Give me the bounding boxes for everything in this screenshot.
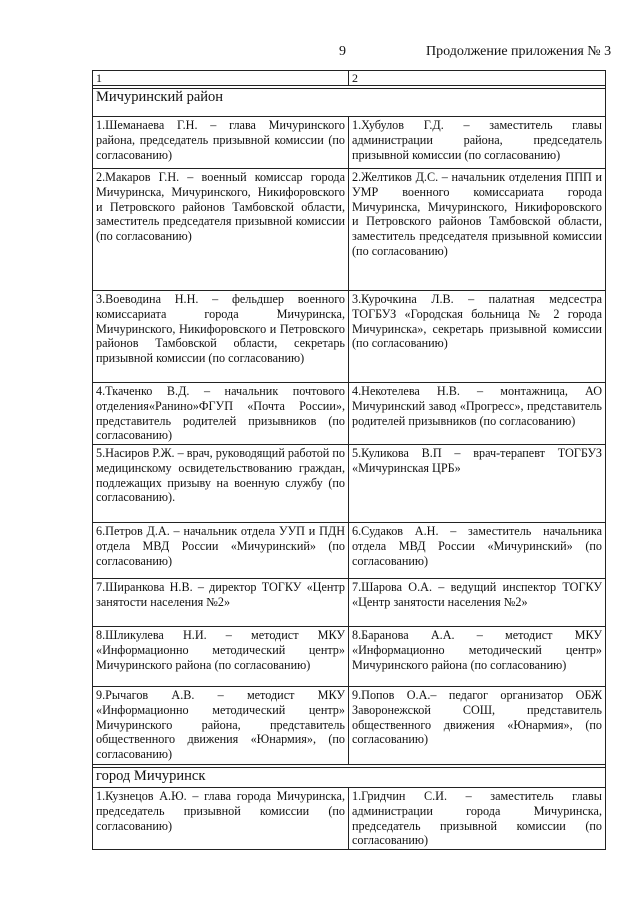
reserve-member: 4.Некотелева Н.В. – монтажница, АО Мичуринский завод «Прогресс», представитель родителей призывников (по согласованию) [349, 383, 606, 445]
column-number-row [93, 71, 606, 86]
commission-table [92, 70, 606, 850]
section-title-city: город Мичуринск [93, 768, 606, 788]
reserve-member: 1.Хубулов Г.Д. – заместитель главы администрации района, председатель призывной комиссии (по согласованию) [349, 117, 606, 169]
primary-member: 8.Шликулева Н.И. – методист МКУ «Информационно методический центр» Мичуринского района (по согласованию) [93, 627, 349, 687]
primary-member: 1.Кузнецов А.Ю. – глава города Мичуринска, председатель призывной комиссии (по согласованию) [93, 788, 349, 850]
primary-member: 7.Ширанкова Н.В. – директор ТОГКУ «Центр занятости населения №2» [93, 579, 349, 627]
reserve-member: 5.Куликова В.П – врач-терапевт ТОГБУЗ «Мичуринская ЦРБ» [349, 445, 606, 523]
reserve-member: 6.Судаков А.Н. – заместитель начальника отдела МВД России «Мичуринский» (по согласованию) [349, 523, 606, 579]
table-row [93, 291, 606, 383]
primary-member: 5.Насиров Р.Ж. – врач, руководящий работой по медицинскому освидетельствованию граждан, подлежащих призыву на военную службу (по согласованию). [93, 445, 349, 523]
reserve-member: 1.Гридчин С.И. – заместитель главы администрации города Мичуринска, председатель призывной комиссии (по согласованию) [349, 788, 606, 850]
table-row [93, 383, 606, 445]
table-row [93, 788, 606, 850]
appendix-title: Продолжение приложения № 3 [426, 44, 612, 59]
table-row [93, 117, 606, 169]
section-header-row [93, 768, 606, 788]
reserve-member: 9.Попов О.А.– педагог организатор ОБЖ Заворонежской СОШ, представитель общественного движения «Юнармия», (по согласованию) [349, 687, 606, 765]
primary-member: 1.Шеманаева Г.Н. – глава Мичуринского района, председатель призывной комиссии (по согласованию) [93, 117, 349, 169]
primary-member: 4.Ткаченко В.Д. – начальник почтового отделения«Ранино»ФГУП «Почта России», представитель родителей призывников (по согласованию) [93, 383, 349, 445]
column-number-1: 1 [93, 71, 349, 86]
section-header-row [93, 89, 606, 117]
primary-member: 3.Воеводина Н.Н. – фельдшер военного комиссариата города Мичуринска, Мичуринского, Никифоровского и Петровского районов Тамбовской области, секретарь призывной комиссии (по согласованию) [93, 291, 349, 383]
reserve-member: 8.Баранова А.А. – методист МКУ «Информационно методический центр» Мичуринского района (по согласованию) [349, 627, 606, 687]
reserve-member: 3.Курочкина Л.В. – палатная медсестра ТОГБУЗ «Городская больница № 2 города Мичуринска», секретарь призывной комиссии (по согласованию) [349, 291, 606, 383]
table-row [93, 687, 606, 765]
section-title-district: Мичуринский район [93, 89, 606, 117]
table-row [93, 579, 606, 627]
reserve-member: 2.Желтиков Д.С. – начальник отделения ППП и УМР военного комиссариата города Мичуринска, Мичуринского, Никифоровского и Петровского районов Тамбовской области, заместитель председателя призывной комиссии (по согласованию) [349, 169, 606, 291]
reserve-member: 7.Шарова О.А. – ведущий инспектор ТОГКУ «Центр занятости населения №2» [349, 579, 606, 627]
table-row [93, 523, 606, 579]
primary-member: 2.Макаров Г.Н. – военный комиссар города Мичуринска, Мичуринского, Никифоровского и Петровского районов Тамбовской области, заместитель председателя призывной комиссии (по согласованию) [93, 169, 349, 291]
primary-member: 9.Рычагов А.В. – методист МКУ «Информационно методический центр» Мичуринского района, представитель общественного движения «Юнармия», (по согласованию) [93, 687, 349, 765]
page-number: 9 [339, 44, 346, 59]
table-row [93, 627, 606, 687]
table-row [93, 169, 606, 291]
primary-member: 6.Петров Д.А. – начальник отдела УУП и ПДН отдела МВД России «Мичуринский» (по согласованию) [93, 523, 349, 579]
column-number-2: 2 [349, 71, 606, 86]
table-row [93, 445, 606, 523]
